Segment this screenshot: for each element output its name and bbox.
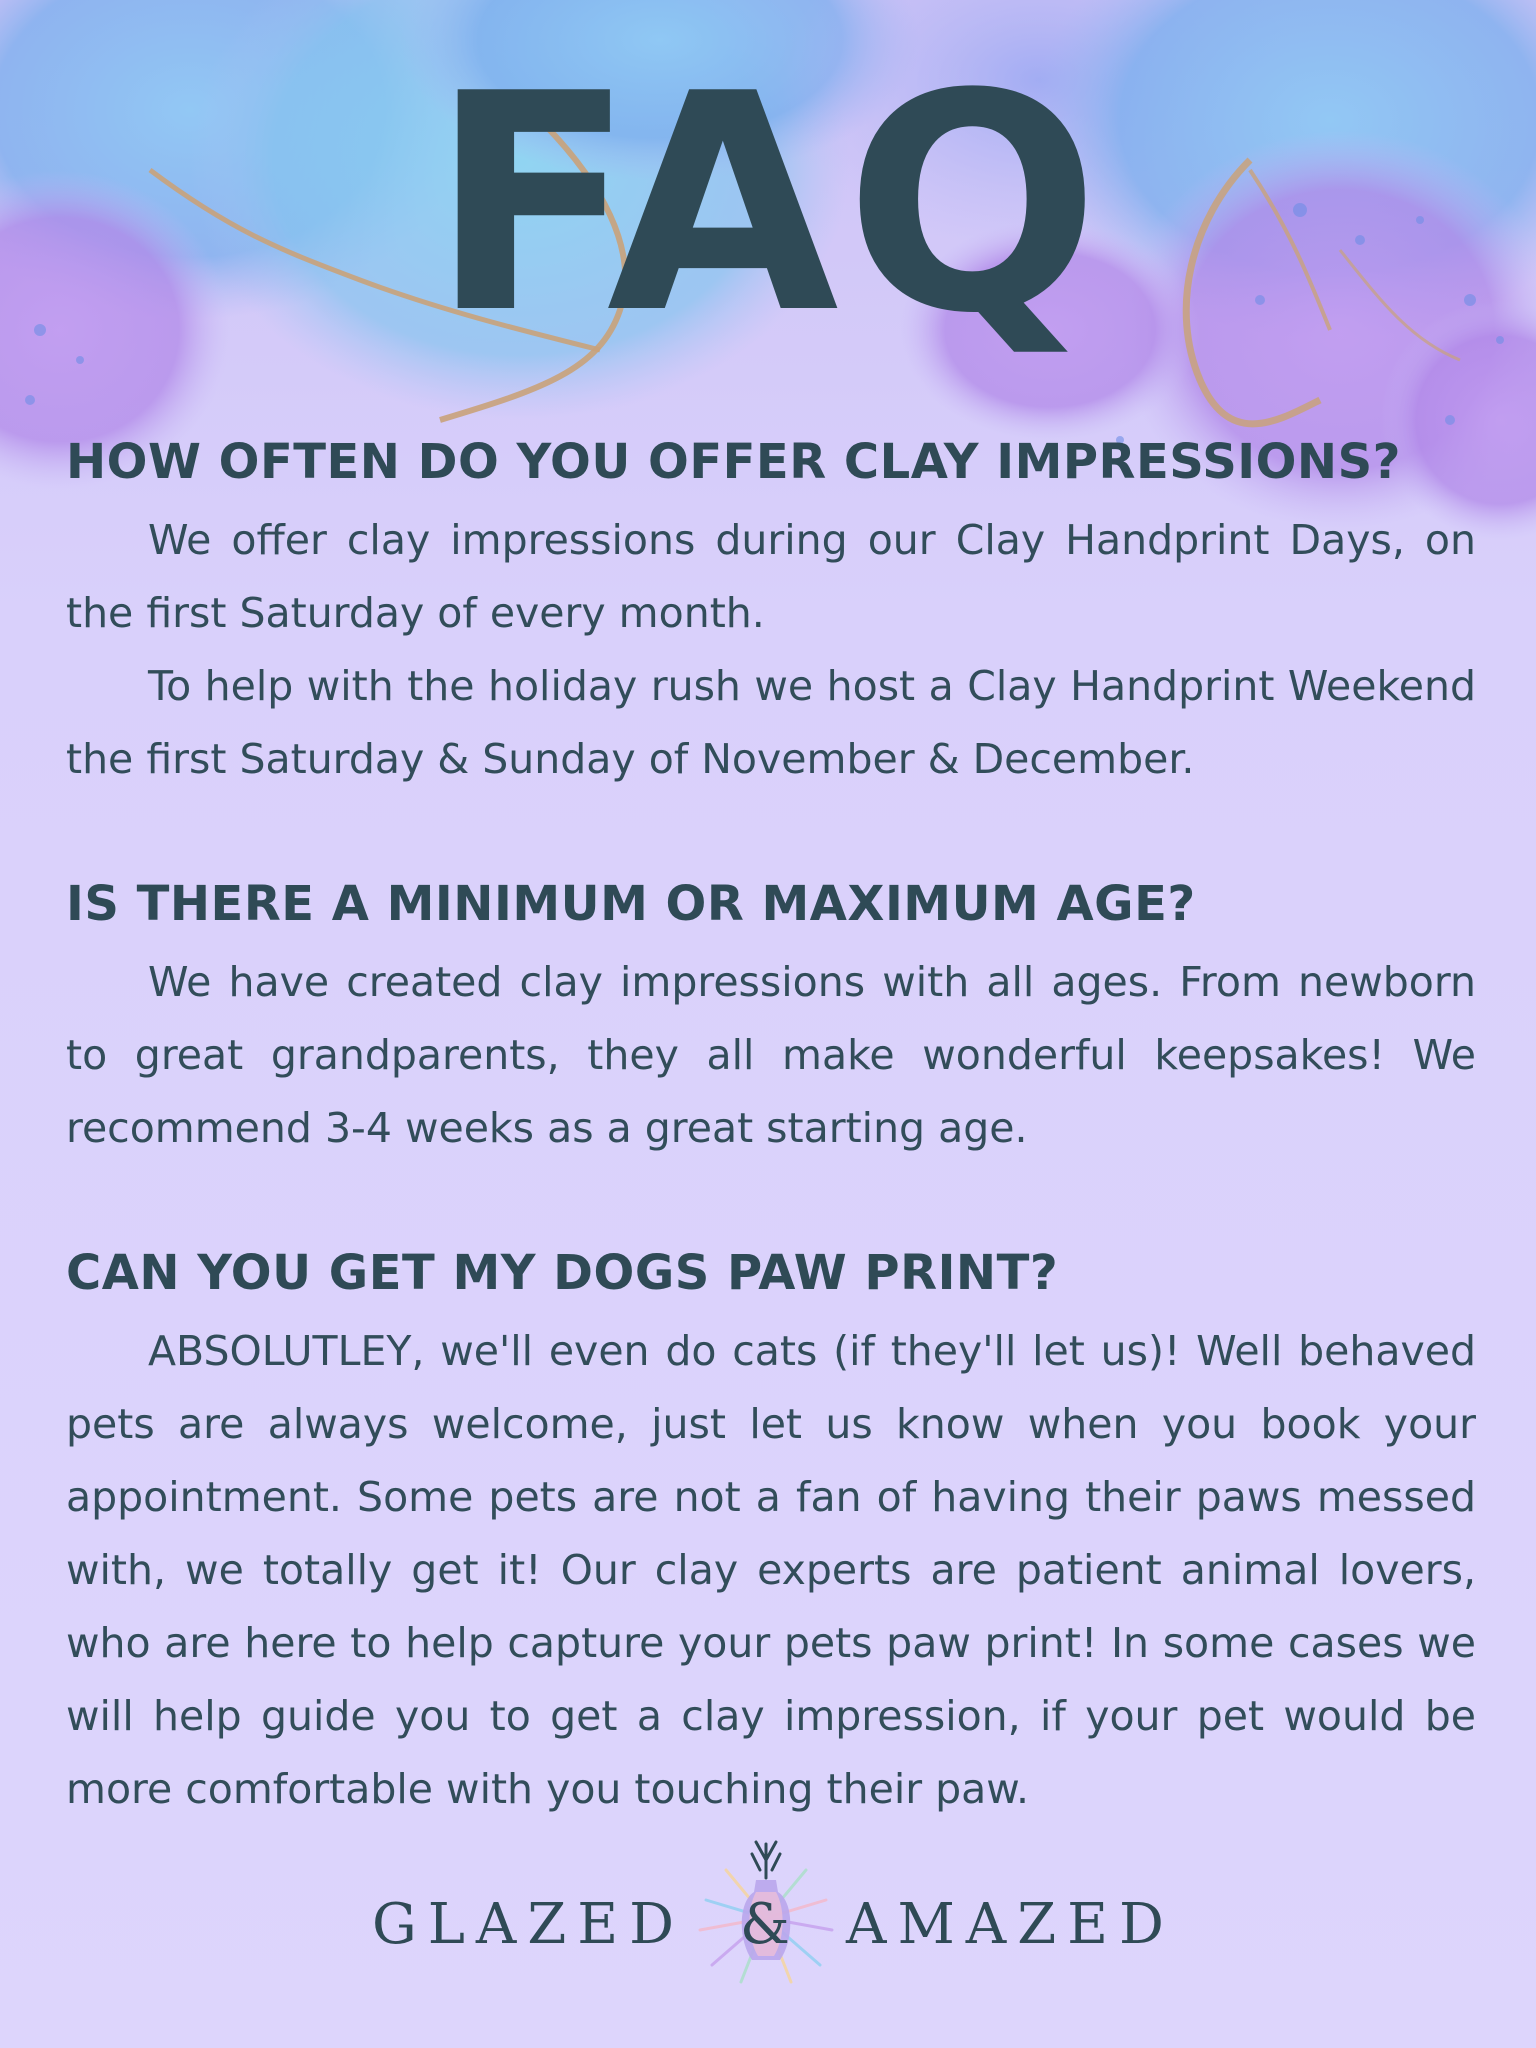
logo-word-glazed: GLAZED	[372, 1892, 686, 1957]
faq-item	[66, 872, 1476, 1165]
faq-question: HOW OFTEN DO YOU OFFER CLAY IMPRESSIONS?	[66, 434, 1402, 490]
faq-answer: To help with the holiday rush we host a Clay Handprint Weekend the first Saturday & Sunday of November & December.	[66, 662, 1476, 783]
faq-answer: ABSOLUTLEY, we'll even do cats (if they'll let us)! Well behaved pets are always welcome, just let us know when you book your appointment. Some pets are not a fan of having their paws messed with, we totally get it! Our clay experts are patient animal lovers, who are here to help capture your pets paw print! In some cases we will help guide you to get a clay impression, if your pet would be more comfortable with you touching their paw.	[66, 1327, 1476, 1813]
faq-question: IS THERE A MINIMUM OR MAXIMUM AGE?	[66, 876, 1196, 932]
faq-answer: We have created clay impressions with all ages. From newborn to great grandparents, they all make wonderful keepsakes! We recommend 3-4 weeks as a great starting age.	[66, 958, 1476, 1152]
faq-item	[66, 1241, 1476, 1826]
faq-question: CAN YOU GET MY DOGS PAW PRINT?	[66, 1245, 1059, 1301]
logo-word-amazed: AMAZED	[846, 1892, 1175, 1957]
logo-ampersand: &	[740, 1892, 790, 1957]
faq-list	[66, 430, 1476, 1826]
page-title: FAQ	[430, 30, 1106, 379]
faq-item	[66, 430, 1476, 796]
faq-answer: We offer clay impressions during our Clay Handprint Days, on the first Saturday of every month.	[66, 516, 1476, 637]
brand-logo	[0, 1830, 1536, 1990]
